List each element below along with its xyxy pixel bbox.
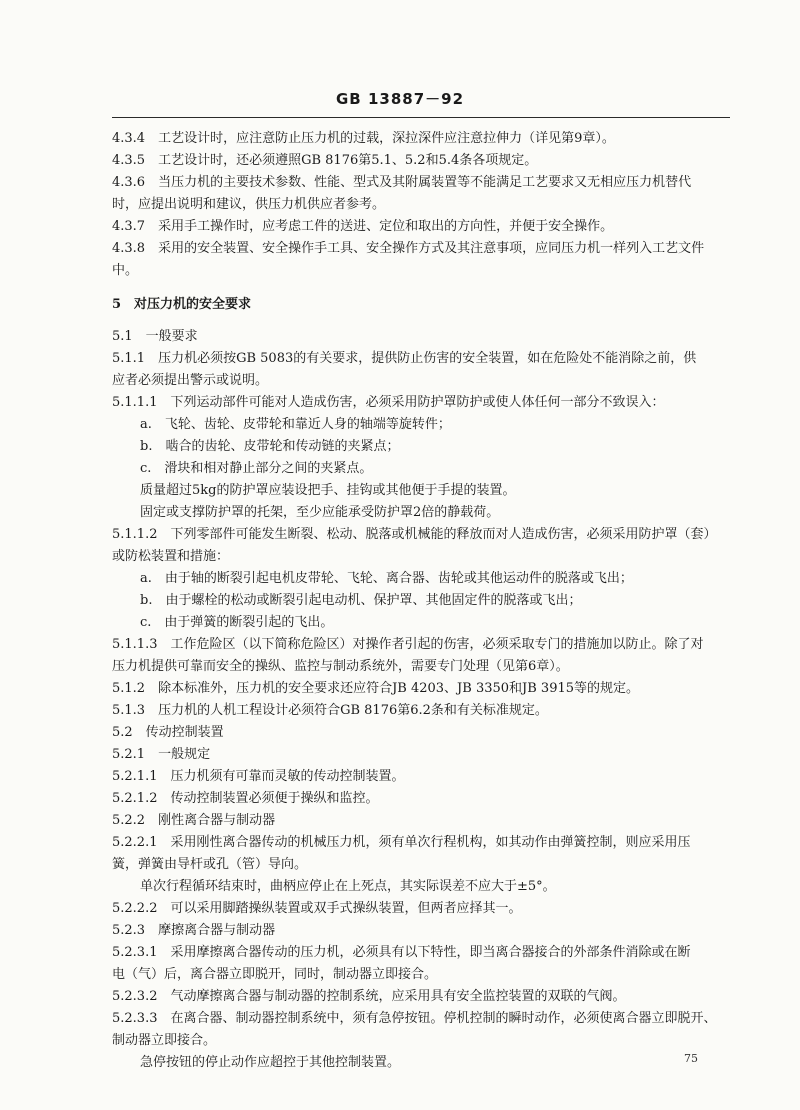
header-rule (112, 117, 730, 118)
clause-5-2-2-1: 5.2.2.1 采用刚性离合器传动的机械压力机，须有单次行程机构，如其动作由弹簧控制，则应采用压 (112, 835, 691, 850)
clause-5-1-2: 5.1.2 除本标准外，压力机的安全要求还应符合JB 4203、JB 3350和JB 3915等的规定。 (112, 681, 640, 696)
clause-5-2-3-3-cont: 制动器立即接合。 (112, 1033, 217, 1048)
note-single-stroke: 单次行程循环结束时，曲柄应停止在上死点，其实际误差不应大于±5°。 (140, 879, 556, 894)
list-item-c: c. 滑块和相对静止部分之间的夹紧点。 (140, 461, 373, 476)
clause-5-1-3: 5.1.3 压力机的人机工程设计必须符合GB 8176第6.2条和有关标准规定。 (112, 703, 548, 718)
clause-5-2-3-2: 5.2.3.2 气动摩擦离合器与制动器的控制系统，应采用具有安全监控装置的双联的气阀。 (112, 989, 626, 1004)
clause-5-1-1-3-cont: 压力机提供可靠而安全的操纵、监控与制动系统外，需要专门处理（见第6章）。 (112, 659, 569, 674)
clause-5-1-1-cont: 应者必须提出警示或说明。 (112, 373, 269, 388)
body-text (112, 128, 730, 1074)
clause-5-2-3: 5.2.3 摩擦离合器与制动器 (112, 923, 276, 938)
clause-4-3-4: 4.3.4 工艺设计时，应注意防止压力机的过载，深拉深件应注意拉伸力（详见第9章）。 (112, 131, 615, 146)
list-item-c-2: c. 由于弹簧的断裂引起的飞出。 (140, 615, 334, 630)
note-emergency-stop: 急停按钮的停止动作应超控于其他控制装置。 (140, 1055, 401, 1070)
clause-4-3-7: 4.3.7 采用手工操作时，应考虑工件的送进、定位和取出的方向性，并便于安全操作。 (112, 219, 614, 234)
clause-5-2-3-3: 5.2.3.3 在离合器、制动器控制系统中，须有急停按钮。停机控制的瞬时动作，必须使离合器立即脱开、 (112, 1011, 717, 1026)
clause-5-2-3-1-cont: 电（气）后，离合器立即脱开，同时，制动器立即接合。 (112, 967, 438, 982)
clause-4-3-8: 4.3.8 采用的安全装置、安全操作手工具、安全操作方式及其注意事项，应同压力机一样列入工艺文件 (112, 241, 705, 256)
clause-5-2: 5.2 传动控制装置 (112, 725, 224, 740)
page-number: 75 (684, 1052, 698, 1065)
clause-4-3-6: 4.3.6 当压力机的主要技术参数、性能、型式及其附属装置等不能满足工艺要求又无相应压力机替代 (112, 175, 692, 190)
clause-5-1-1-3: 5.1.1.3 工作危险区（以下简称危险区）对操作者引起的伤害，必须采取专门的措施加以防止。除了对 (112, 637, 704, 652)
clause-4-3-6-cont: 时，应提出说明和建议，供压力机供应者参考。 (112, 197, 386, 212)
list-item-b-2: b. 由于螺栓的松动或断裂引起电动机、保护罩、其他固定件的脱落或飞出； (140, 593, 582, 608)
note-guard-weight: 质量超过5kg的防护罩应装设把手、挂钩或其他便于手提的装置。 (140, 483, 516, 498)
list-item-a-2: a. 由于轴的断裂引起电机皮带轮、飞轮、离合器、齿轮或其他运动件的脱落或飞出； (140, 571, 633, 586)
clause-4-3-5: 4.3.5 工艺设计时，还必须遵照GB 8176第5.1、5.2和5.4条各项规定。 (112, 153, 538, 168)
list-item-a: a. 飞轮、齿轮、皮带轮和靠近人身的轴端等旋转件； (140, 417, 451, 432)
page-header: GB 13887－92 (335, 90, 465, 108)
clause-5-1-1: 5.1.1 压力机必须按GB 5083的有关要求，提供防止伤害的安全装置，如在危险处不能消除之前，供 (112, 351, 697, 366)
clause-4-3-8-cont: 中。 (112, 263, 139, 278)
clause-5-1-1-2-cont: 或防松装置和措施： (112, 549, 230, 564)
clause-5-2-1: 5.2.1 一般规定 (112, 747, 211, 762)
clause-5-2-2-2: 5.2.2.2 可以采用脚踏操纵装置或双手式操纵装置，但两者应择其一。 (112, 901, 522, 916)
list-item-b: b. 啮合的齿轮、皮带轮和传动链的夹紧点； (140, 439, 400, 454)
clause-5-1-1-2: 5.1.1.2 下列零部件可能发生断裂、松动、脱落或机械能的释放而对人造成伤害，必须采用防护罩（套） (112, 527, 717, 542)
clause-5-2-3-1: 5.2.3.1 采用摩擦离合器传动的压力机，必须具有以下特性，即当离合器接合的外部条件消除或在断 (112, 945, 691, 960)
clause-5-2-2-1-cont: 簧，弹簧由导杆或孔（管）导向。 (112, 857, 308, 872)
note-guard-bracket: 固定或支撑防护罩的托架，至少应能承受防护罩2倍的静载荷。 (140, 505, 500, 520)
clause-5-2-1-1: 5.2.1.1 压力机须有可靠而灵敏的传动控制装置。 (112, 769, 405, 784)
clause-5-1: 5.1 一般要求 (112, 329, 198, 344)
section-5-heading: 5 对压力机的安全要求 (112, 297, 252, 312)
clause-5-2-2: 5.2.2 刚性离合器与制动器 (112, 813, 276, 828)
clause-5-2-1-2: 5.2.1.2 传动控制装置必须便于操纵和监控。 (112, 791, 379, 806)
clause-5-1-1-1: 5.1.1.1 下列运动部件可能对人造成伤害，必须采用防护罩防护或使人体任何一部分不致误入： (112, 395, 665, 410)
